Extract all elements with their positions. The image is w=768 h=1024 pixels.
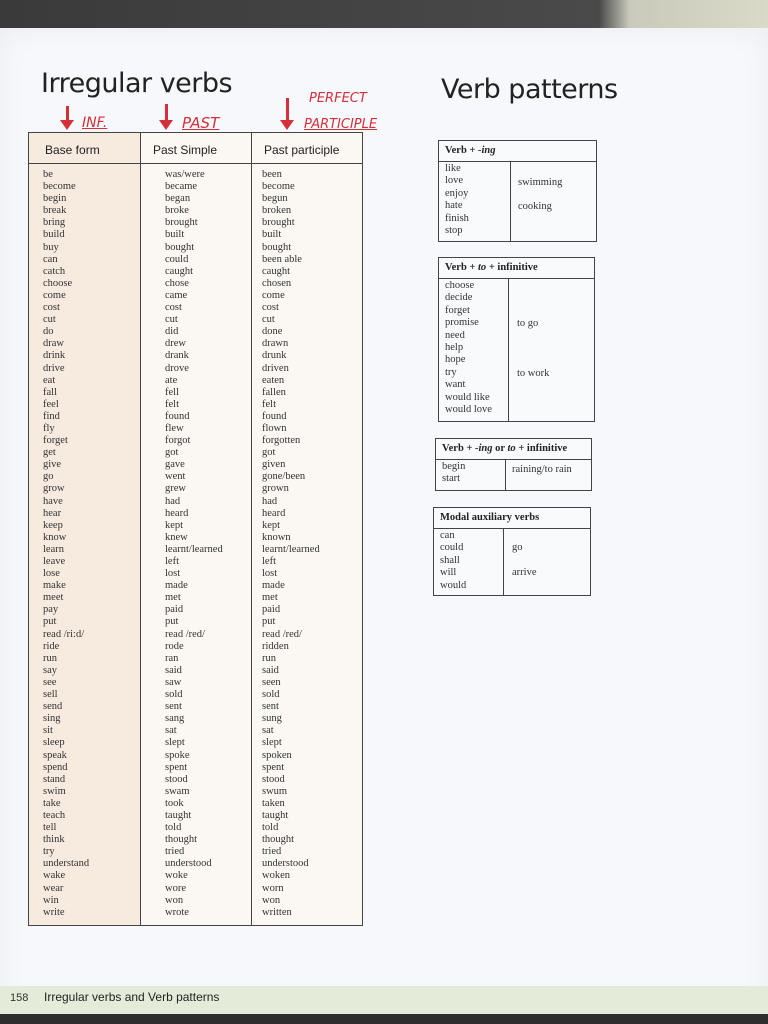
verb-entry: met bbox=[262, 592, 278, 604]
verb-entry: put bbox=[165, 616, 179, 628]
verb-entry: said bbox=[165, 664, 182, 676]
verb-entry: brought bbox=[165, 217, 198, 229]
handwritten-past: PAST bbox=[182, 114, 220, 132]
verb-entry: woke bbox=[165, 870, 188, 882]
verb-entry: been able bbox=[262, 253, 302, 265]
verb-entry: rode bbox=[165, 640, 184, 652]
verb-entry: heard bbox=[165, 507, 189, 519]
pattern-title: Verb + -ing bbox=[439, 141, 596, 162]
verb-entry: sent bbox=[262, 701, 279, 713]
verb-entry: give bbox=[43, 459, 62, 471]
pattern-example: to go bbox=[517, 318, 539, 329]
past-arrow bbox=[165, 104, 168, 122]
pattern-example: to work bbox=[517, 368, 550, 379]
verb-entry: flew bbox=[165, 422, 184, 434]
verb-entry: grew bbox=[165, 483, 186, 495]
verb-entry: become bbox=[43, 181, 76, 193]
verb-entry: taught bbox=[165, 809, 192, 821]
pattern-verb: shall bbox=[440, 554, 460, 566]
verb-entry: felt bbox=[165, 398, 179, 410]
verb-entry: speak bbox=[43, 749, 67, 761]
verb-entry: pay bbox=[43, 604, 59, 616]
verb-entry: can bbox=[43, 253, 58, 265]
verb-entry: said bbox=[262, 664, 279, 676]
verb-entry: draw bbox=[43, 338, 64, 350]
verb-entry: cost bbox=[262, 302, 279, 314]
verb-entry: written bbox=[262, 906, 292, 918]
verb-entry: lost bbox=[262, 568, 278, 580]
verb-entry: driven bbox=[262, 362, 289, 374]
past-simple-column bbox=[140, 133, 251, 925]
verb-entry: ran bbox=[165, 652, 179, 664]
verb-entry: became bbox=[165, 181, 198, 193]
verb-entry: swim bbox=[43, 785, 66, 797]
verb-entry: woken bbox=[262, 870, 290, 882]
verb-entry: know bbox=[43, 531, 67, 543]
page-edge-strip bbox=[0, 0, 768, 28]
verb-entry: found bbox=[262, 410, 287, 422]
verb-entry: make bbox=[43, 580, 66, 592]
verb-entry: forget bbox=[43, 435, 68, 447]
verb-entry: tried bbox=[262, 846, 282, 858]
verb-entry: wore bbox=[165, 882, 186, 894]
verb-entry: left bbox=[165, 556, 179, 567]
verb-entry: build bbox=[43, 229, 65, 241]
verb-entry: slept bbox=[165, 737, 185, 749]
verb-entry: left bbox=[262, 556, 276, 567]
verb-entry: choose bbox=[43, 277, 73, 289]
verb-entry: sold bbox=[262, 689, 280, 701]
verb-entry: paid bbox=[165, 604, 184, 616]
verb-entry: was/were bbox=[165, 169, 205, 180]
verb-entry: drink bbox=[43, 350, 66, 362]
verb-entry: ate bbox=[165, 374, 178, 386]
pattern-verbs bbox=[440, 530, 466, 592]
verb-entry: stood bbox=[262, 773, 285, 785]
verb-entry: become bbox=[262, 181, 295, 193]
verb-entry: tried bbox=[165, 846, 185, 858]
pattern-verb: like bbox=[445, 163, 461, 174]
pattern-verb: stop bbox=[445, 225, 463, 237]
footer-title: Irregular verbs and Verb patterns bbox=[44, 990, 220, 1004]
pattern-verb: decide bbox=[445, 292, 473, 304]
pattern-verb: start bbox=[442, 473, 461, 485]
verb-entry: hear bbox=[43, 507, 62, 519]
pattern-verb: need bbox=[445, 329, 465, 341]
pattern-example: swimming bbox=[518, 177, 563, 188]
pattern-example: cooking bbox=[518, 201, 552, 212]
verb-entry: taken bbox=[262, 797, 285, 809]
verb-entry: sat bbox=[165, 725, 177, 737]
pattern-verbs bbox=[445, 163, 469, 237]
pattern-example: go bbox=[512, 542, 523, 553]
pattern-verb: promise bbox=[445, 317, 479, 329]
verb-entry: wrote bbox=[165, 906, 189, 918]
verb-entry: drove bbox=[165, 362, 189, 374]
verb-entry: told bbox=[165, 822, 182, 834]
verb-entry: sang bbox=[165, 713, 185, 725]
verb-entry: chose bbox=[165, 277, 189, 289]
base-form-column bbox=[29, 133, 140, 925]
verb-entry: run bbox=[262, 652, 276, 664]
pattern-example: raining/to rain bbox=[512, 464, 572, 475]
verb-entry: learnt/learned bbox=[165, 543, 223, 555]
verb-entry: go bbox=[43, 471, 54, 483]
verb-entry: kept bbox=[262, 519, 281, 531]
handwritten-inf: INF. bbox=[82, 115, 108, 131]
verb-entry: ride bbox=[43, 640, 60, 652]
pattern-title: Verb + to + infinitive bbox=[439, 258, 594, 279]
verb-entry: fell bbox=[165, 386, 179, 398]
verb-entry: could bbox=[165, 253, 189, 265]
verb-entry: been bbox=[262, 169, 282, 180]
verb-entry: spent bbox=[262, 761, 285, 773]
past-simple-header: Past Simple bbox=[153, 143, 218, 157]
verb-entry: built bbox=[165, 229, 185, 241]
pattern-box-verb-ing bbox=[438, 140, 597, 242]
pattern-verb: enjoy bbox=[445, 187, 469, 199]
verb-entry: drank bbox=[165, 350, 189, 362]
verb-entry: do bbox=[43, 326, 54, 338]
pattern-verb: hate bbox=[445, 200, 463, 212]
verb-entry: eaten bbox=[262, 374, 285, 386]
verb-entry: met bbox=[165, 592, 181, 604]
verb-entry: begun bbox=[262, 193, 288, 205]
verb-entry: thought bbox=[165, 834, 198, 846]
verb-entry: send bbox=[43, 701, 63, 713]
verb-entry: sell bbox=[43, 689, 58, 701]
verb-entry: brought bbox=[262, 217, 295, 229]
past-participle-column bbox=[251, 133, 362, 925]
pattern-box-modal-auxiliary bbox=[433, 507, 591, 596]
pattern-verbs bbox=[445, 280, 492, 416]
verb-entry: flown bbox=[262, 422, 287, 434]
pattern-verb: choose bbox=[445, 280, 475, 291]
base-form-list bbox=[43, 169, 89, 919]
verb-entry: begin bbox=[43, 193, 67, 205]
verb-entry: paid bbox=[262, 604, 281, 616]
pattern-verb: would love bbox=[445, 404, 492, 416]
verb-entry: done bbox=[262, 326, 283, 338]
verb-entry: write bbox=[43, 906, 65, 918]
pattern-verb: love bbox=[445, 175, 464, 187]
verb-entry: think bbox=[43, 834, 65, 846]
pattern-verb: begin bbox=[442, 461, 466, 472]
base-form-header: Base form bbox=[45, 143, 100, 157]
verb-entry: ridden bbox=[262, 640, 289, 652]
verb-entry: bring bbox=[43, 217, 66, 229]
verb-entry: had bbox=[165, 495, 181, 507]
pattern-title: Verb + -ing or to + infinitive bbox=[436, 439, 591, 460]
verb-entry: lost bbox=[165, 568, 181, 580]
verb-entry: bought bbox=[262, 241, 292, 253]
pattern-verb: could bbox=[440, 542, 464, 554]
verb-entry: have bbox=[43, 495, 63, 507]
pattern-box-verb-ing-or-to bbox=[435, 438, 592, 491]
verb-entry: be bbox=[43, 169, 53, 180]
past-participle-list bbox=[262, 169, 320, 919]
past-simple-list bbox=[165, 169, 223, 919]
irregular-verbs-table bbox=[28, 132, 363, 926]
verb-entry: keep bbox=[43, 519, 63, 531]
verb-entry: eat bbox=[43, 374, 56, 386]
pattern-verb: would like bbox=[445, 391, 490, 403]
pattern-verb: will bbox=[440, 567, 457, 579]
verb-entry: understand bbox=[43, 858, 90, 870]
handwritten-participle: PARTICIPLE bbox=[304, 117, 378, 132]
verb-entry: sit bbox=[43, 725, 53, 737]
verb-entry: kept bbox=[165, 519, 184, 531]
verb-entry: seen bbox=[262, 676, 281, 688]
verb-entry: slept bbox=[262, 737, 282, 749]
verb-entry: spent bbox=[165, 761, 188, 773]
pattern-verb: help bbox=[445, 342, 464, 354]
verb-entry: learn bbox=[43, 543, 64, 555]
verb-entry: built bbox=[262, 229, 282, 241]
verb-entry: made bbox=[262, 580, 285, 592]
verb-patterns-heading: Verb patterns bbox=[441, 74, 618, 105]
verb-entry: come bbox=[262, 289, 285, 301]
verb-entry: had bbox=[262, 495, 278, 507]
verb-entry: lose bbox=[43, 568, 60, 580]
verb-entry: come bbox=[43, 289, 66, 301]
verb-entry: teach bbox=[43, 809, 66, 821]
verb-entry: buy bbox=[43, 241, 59, 253]
verb-entry: got bbox=[165, 447, 179, 459]
verb-entry: fallen bbox=[262, 386, 286, 398]
verb-entry: grow bbox=[43, 483, 65, 495]
verb-entry: leave bbox=[43, 556, 66, 567]
verb-entry: heard bbox=[262, 507, 286, 519]
pattern-box-verb-to-infinitive bbox=[438, 257, 595, 422]
verb-entry: spoke bbox=[165, 749, 190, 761]
verb-entry: taught bbox=[262, 809, 289, 821]
pattern-verbs bbox=[442, 461, 465, 486]
verb-entry: gave bbox=[165, 459, 185, 471]
verb-entry: drunk bbox=[262, 350, 287, 362]
verb-entry: read /red/ bbox=[262, 628, 302, 640]
verb-entry: grown bbox=[262, 483, 289, 495]
verb-entry: wake bbox=[43, 870, 66, 882]
verb-entry: cut bbox=[165, 314, 178, 326]
verb-entry: get bbox=[43, 447, 56, 459]
verb-entry: given bbox=[262, 459, 286, 471]
verb-entry: bought bbox=[165, 241, 195, 253]
pattern-verb: try bbox=[445, 366, 457, 378]
verb-entry: spend bbox=[43, 761, 68, 773]
verb-entry: read /red/ bbox=[165, 628, 205, 640]
verb-entry: swum bbox=[262, 785, 288, 797]
verb-entry: saw bbox=[165, 676, 182, 688]
verb-entry: began bbox=[165, 193, 191, 205]
verb-entry: broke bbox=[165, 205, 189, 217]
pattern-title: Modal auxiliary verbs bbox=[434, 508, 590, 529]
verb-entry: drawn bbox=[262, 338, 289, 350]
verb-entry: worn bbox=[262, 882, 284, 894]
verb-entry: got bbox=[262, 447, 276, 459]
verb-entry: run bbox=[43, 652, 57, 664]
verb-entry: understood bbox=[262, 858, 309, 870]
verb-entry: won bbox=[165, 894, 184, 906]
verb-entry: sleep bbox=[43, 737, 65, 749]
verb-entry: swam bbox=[165, 785, 190, 797]
page-footer bbox=[0, 986, 768, 1014]
verb-entry: see bbox=[43, 676, 57, 688]
page-number: 158 bbox=[10, 992, 29, 1004]
verb-entry: caught bbox=[262, 265, 290, 277]
verb-entry: take bbox=[43, 797, 61, 809]
verb-entry: try bbox=[43, 846, 55, 858]
verb-entry: sung bbox=[262, 713, 282, 725]
verb-entry: break bbox=[43, 205, 67, 217]
verb-entry: meet bbox=[43, 592, 64, 604]
verb-entry: put bbox=[262, 616, 276, 628]
pattern-verb: finish bbox=[445, 212, 469, 224]
verb-entry: understood bbox=[165, 858, 212, 870]
verb-entry: sat bbox=[262, 725, 274, 737]
verb-entry: put bbox=[43, 616, 57, 628]
verb-entry: known bbox=[262, 531, 291, 543]
verb-entry: knew bbox=[165, 531, 188, 543]
verb-entry: forgot bbox=[165, 435, 191, 447]
verb-entry: fall bbox=[43, 386, 57, 398]
verb-entry: won bbox=[262, 894, 281, 906]
pattern-verb: would bbox=[440, 579, 467, 591]
verb-entry: find bbox=[43, 410, 60, 422]
verb-entry: told bbox=[262, 822, 279, 834]
verb-entry: catch bbox=[43, 265, 66, 277]
verb-entry: read /ri:d/ bbox=[43, 628, 85, 640]
irregular-verbs-heading: Irregular verbs bbox=[41, 68, 233, 99]
verb-entry: chosen bbox=[262, 277, 292, 289]
verb-entry: cut bbox=[262, 314, 275, 326]
verb-entry: stand bbox=[43, 773, 66, 785]
verb-entry: cost bbox=[43, 302, 60, 314]
verb-entry: came bbox=[165, 289, 188, 301]
verb-entry: sold bbox=[165, 689, 183, 701]
verb-entry: tell bbox=[43, 822, 57, 834]
pattern-verb: can bbox=[440, 530, 455, 541]
verb-entry: made bbox=[165, 580, 188, 592]
inf-arrow bbox=[66, 106, 69, 122]
verb-entry: spoken bbox=[262, 749, 292, 761]
verb-entry: went bbox=[165, 471, 186, 483]
pattern-verb: hope bbox=[445, 354, 466, 366]
verb-entry: sent bbox=[165, 701, 182, 713]
participle-arrow bbox=[286, 98, 289, 122]
verb-entry: say bbox=[43, 664, 57, 676]
verb-entry: fly bbox=[43, 422, 55, 434]
pattern-verb: want bbox=[445, 379, 466, 391]
verb-entry: stood bbox=[165, 773, 188, 785]
verb-entry: broken bbox=[262, 205, 292, 217]
verb-entry: found bbox=[165, 410, 190, 422]
verb-entry: win bbox=[43, 894, 59, 906]
verb-entry: gone/been bbox=[262, 471, 306, 483]
handwritten-perfect: PERFECT bbox=[309, 91, 367, 106]
verb-entry: cut bbox=[43, 314, 56, 326]
textbook-page bbox=[0, 28, 768, 1014]
verb-entry: cost bbox=[165, 302, 182, 314]
verb-entry: learnt/learned bbox=[262, 543, 320, 555]
verb-entry: thought bbox=[262, 834, 295, 846]
verb-entry: feel bbox=[43, 398, 59, 410]
pattern-example: arrive bbox=[512, 567, 537, 578]
verb-entry: caught bbox=[165, 265, 193, 277]
past-participle-header: Past participle bbox=[264, 143, 340, 157]
verb-entry: sing bbox=[43, 713, 61, 725]
verb-entry: forgotten bbox=[262, 435, 301, 447]
verb-entry: took bbox=[165, 797, 184, 809]
verb-entry: drew bbox=[165, 338, 186, 350]
pattern-verb: forget bbox=[445, 304, 470, 316]
verb-entry: did bbox=[165, 326, 179, 338]
verb-entry: felt bbox=[262, 398, 276, 410]
verb-entry: drive bbox=[43, 362, 65, 374]
verb-entry: wear bbox=[43, 882, 64, 894]
